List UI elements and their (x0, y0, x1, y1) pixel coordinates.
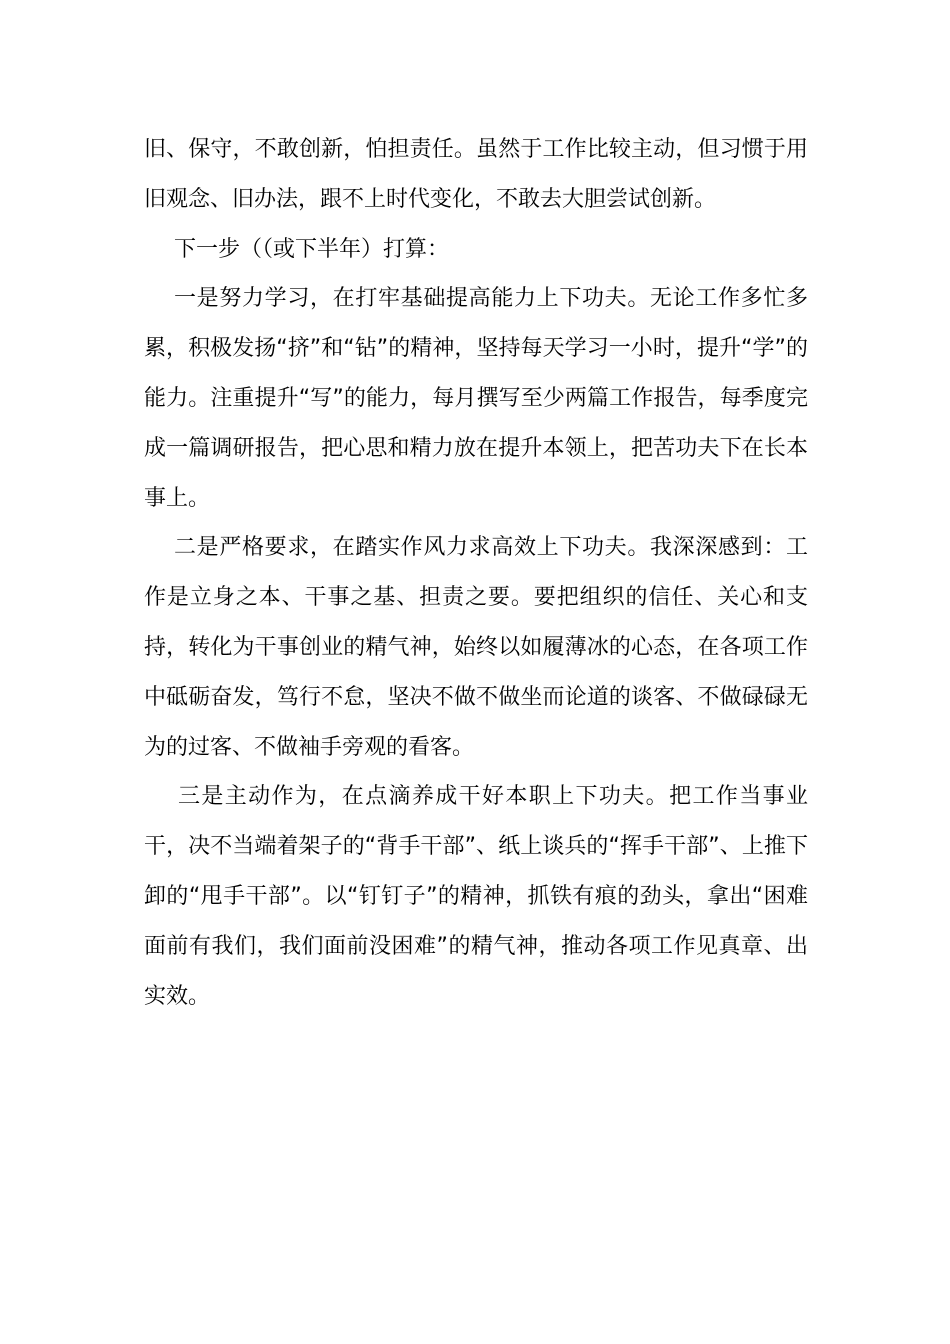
paragraph-point-two: 二是严格要求，在踏实作风力求高效上下功夫。我深深感到：工作是立身之本、干事之基、担责之要。要把组织的信任、关心和支持，转化为干事创业的精气神，始终以如履薄冰的心态，在各项工作中砥砺奋发，笃行不怠，坚决不做不做坐而论道的谈客、不做碌碌无为的过客、不做袖手旁观的看客。 (144, 535, 808, 760)
paragraph-point-one: 一是努力学习，在打牢基础提高能力上下功夫。无论工作多忙多累，积极发扬“挤”和“钻”的精神，坚持每天学习一小时，提升“学”的能力。注重提升“写”的能力，每月撰写至少两篇工作报告，每季度完成一篇调研报告，把心思和精力放在提升本领上，把苦功夫下在长本事上。 (144, 286, 808, 511)
paragraph-next-steps-heading: 下一步（（或下半年）打算： (174, 236, 450, 262)
paragraph-point-three: 三是主动作为，在点滴养成干好本职上下功夫。把工作当事业干，决不当端着架子的“背手干部”、纸上谈兵的“挥手干部”、上推下卸的“甩手干部”。以“钉钉子”的精神，抓铁有痕的劲头，拿出“困难面前有我们，我们面前没困难”的精气神，推动各项工作见真章、出实效。 (144, 784, 808, 1009)
document-body (144, 125, 808, 1021)
paragraph-continuation: 旧、保守，不敢创新，怕担责任。虽然于工作比较主动，但习惯于用旧观念、旧办法，跟不上时代变化，不敢去大胆尝试创新。 (144, 137, 808, 212)
